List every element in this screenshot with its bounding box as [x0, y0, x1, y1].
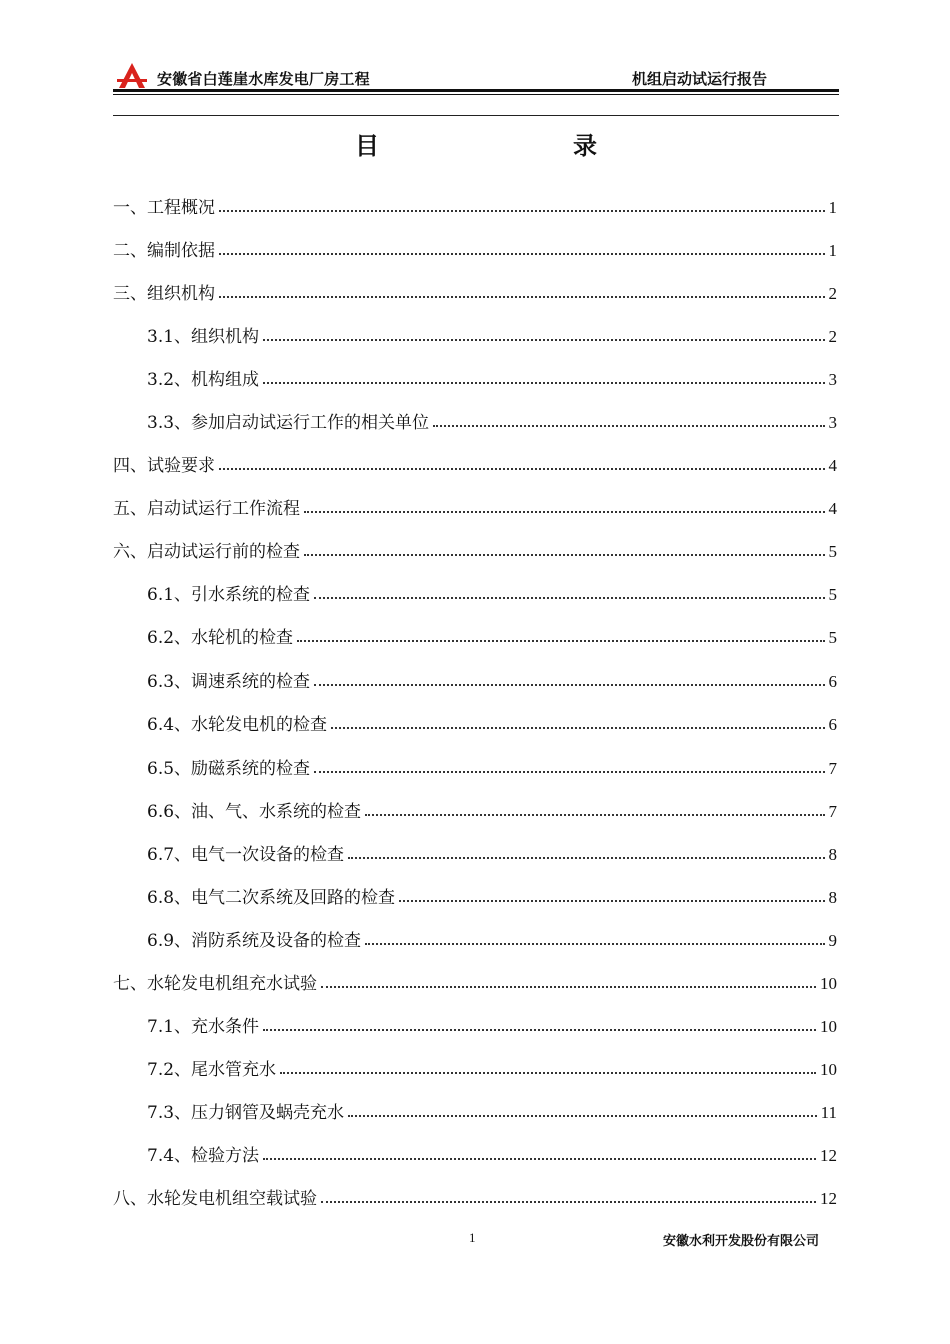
toc-entry-label: 3.1、组织机构 — [147, 327, 260, 347]
toc-subentry[interactable] — [147, 407, 837, 433]
header-rule-thin — [113, 94, 839, 95]
toc-entry-page: 12 — [820, 1189, 837, 1208]
toc-subentry[interactable] — [147, 1011, 837, 1037]
toc-entry-page: 2 — [828, 284, 837, 303]
toc-entry-label: 6.1、引水系统的检查 — [147, 585, 311, 605]
toc-subentry[interactable] — [147, 622, 837, 648]
toc-subentry[interactable] — [147, 321, 837, 347]
toc-entry-label: 6.3、调速系统的检查 — [147, 672, 311, 692]
toc-leader-dots — [399, 900, 824, 902]
toc-entry-label: 7.4、检验方法 — [147, 1146, 260, 1166]
toc-subentry[interactable] — [147, 796, 837, 822]
toc-leader-dots — [304, 511, 825, 513]
toc-entry-page: 2 — [828, 327, 837, 346]
toc-subentry[interactable] — [147, 579, 837, 605]
toc-leader-dots — [314, 684, 824, 686]
toc-entry-label: 二、编制依据 — [113, 241, 215, 261]
report-title: 机组启动试运行报告 — [632, 70, 768, 88]
company-logo-icon — [115, 62, 149, 90]
toc-entry-label: 6.9、消防系统及设备的检查 — [147, 931, 362, 951]
toc-entry-label: 6.5、励磁系统的检查 — [147, 759, 311, 779]
toc-entry-page: 9 — [828, 931, 837, 950]
toc-entry[interactable] — [113, 278, 837, 304]
toc-entry-label: 八、水轮发电机组空载试验 — [113, 1189, 317, 1209]
toc-top-rule — [113, 115, 839, 116]
toc-entry-page: 11 — [820, 1103, 837, 1122]
toc-entry-label: 6.6、油、气、水系统的检查 — [147, 802, 362, 822]
toc-subentry[interactable] — [147, 1097, 837, 1123]
toc-leader-dots — [365, 814, 824, 816]
toc-entry-label: 四、试验要求 — [113, 456, 215, 476]
toc-entry[interactable] — [113, 968, 837, 994]
toc-leader-dots — [219, 253, 825, 255]
toc-leader-dots — [331, 727, 824, 729]
toc-entry-page: 3 — [828, 413, 837, 432]
toc-leader-dots — [263, 1029, 816, 1031]
toc-entry[interactable] — [113, 493, 837, 519]
toc-entry-page: 4 — [828, 456, 837, 475]
toc-entry-page: 4 — [828, 499, 837, 518]
toc-leader-dots — [263, 1158, 816, 1160]
toc-entry-page: 7 — [828, 802, 837, 821]
toc-subentry[interactable] — [147, 1054, 837, 1080]
toc-entry-page: 5 — [828, 628, 837, 647]
toc-entry-label: 五、启动试运行工作流程 — [113, 499, 300, 519]
toc-subentry[interactable] — [147, 666, 837, 692]
toc-entry-label: 六、启动试运行前的检查 — [113, 542, 300, 562]
toc-entry-label: 7.2、尾水管充水 — [147, 1060, 277, 1080]
toc-leader-dots — [433, 425, 824, 427]
toc-subentry[interactable] — [147, 925, 837, 951]
toc-entry-page: 5 — [828, 585, 837, 604]
project-title: 安徽省白莲崖水库发电厂房工程 — [157, 70, 370, 88]
toc-leader-dots — [314, 771, 824, 773]
toc-entry-label: 三、组织机构 — [113, 284, 215, 304]
toc-entry-page: 8 — [828, 888, 837, 907]
toc-entry-page: 8 — [828, 845, 837, 864]
toc-entry-label: 6.7、电气一次设备的检查 — [147, 845, 345, 865]
toc-title-char-1: 目 — [355, 132, 379, 160]
toc-entry-label: 6.8、电气二次系统及回路的检查 — [147, 888, 396, 908]
toc-subentry[interactable] — [147, 882, 837, 908]
toc-leader-dots — [263, 339, 824, 341]
toc-subentry[interactable] — [147, 839, 837, 865]
toc-entry-label: 七、水轮发电机组充水试验 — [113, 974, 317, 994]
toc-entry[interactable] — [113, 192, 837, 218]
toc-leader-dots — [219, 468, 825, 470]
toc-leader-dots — [297, 640, 824, 642]
toc-subentry[interactable] — [147, 364, 837, 390]
toc-entry-label: 3.3、参加启动试运行工作的相关单位 — [147, 413, 430, 433]
toc-entry-label: 6.2、水轮机的检查 — [147, 628, 294, 648]
toc-entry-label: 7.3、压力钢管及蜗壳充水 — [147, 1103, 345, 1123]
toc-entry-label: 7.1、充水条件 — [147, 1017, 260, 1037]
toc-entry-page: 10 — [820, 974, 837, 993]
toc-entry-page: 6 — [828, 715, 837, 734]
toc-leader-dots — [219, 210, 825, 212]
toc-leader-dots — [314, 597, 824, 599]
toc-entry[interactable] — [113, 536, 837, 562]
toc-entry-page: 12 — [820, 1146, 837, 1165]
toc-entry-label: 3.2、机构组成 — [147, 370, 260, 390]
toc-title-char-2: 录 — [573, 132, 597, 160]
toc-leader-dots — [321, 1201, 816, 1203]
footer-page-number: 1 — [469, 1230, 476, 1245]
toc-leader-dots — [348, 1115, 817, 1117]
toc-entry-page: 1 — [828, 241, 837, 260]
toc-entry-page: 10 — [820, 1017, 837, 1036]
toc-entry[interactable] — [113, 450, 837, 476]
toc-entry[interactable] — [113, 1183, 837, 1209]
toc-leader-dots — [321, 986, 816, 988]
toc-entry-page: 5 — [828, 542, 837, 561]
toc-leader-dots — [280, 1072, 816, 1074]
toc-leader-dots — [263, 382, 824, 384]
toc-entry-page: 10 — [820, 1060, 837, 1079]
page-header — [113, 62, 839, 90]
toc-leader-dots — [304, 554, 825, 556]
toc-subentry[interactable] — [147, 709, 837, 735]
toc-entry[interactable] — [113, 235, 837, 261]
footer-company: 安徽水利开发股份有限公司 — [663, 1234, 820, 1249]
toc-leader-dots — [219, 296, 825, 298]
toc-entry-page: 6 — [828, 672, 837, 691]
toc-leader-dots — [365, 943, 824, 945]
toc-subentry[interactable] — [147, 1140, 837, 1166]
toc-entry-label: 6.4、水轮发电机的检查 — [147, 715, 328, 735]
toc-entry-page: 1 — [828, 198, 837, 217]
toc-entry-page: 7 — [828, 759, 837, 778]
toc-entry-label: 一、工程概况 — [113, 198, 215, 218]
header-rule-thick — [113, 89, 839, 92]
toc-leader-dots — [348, 857, 824, 859]
toc-entry-page: 3 — [828, 370, 837, 389]
toc-subentry[interactable] — [147, 753, 837, 779]
